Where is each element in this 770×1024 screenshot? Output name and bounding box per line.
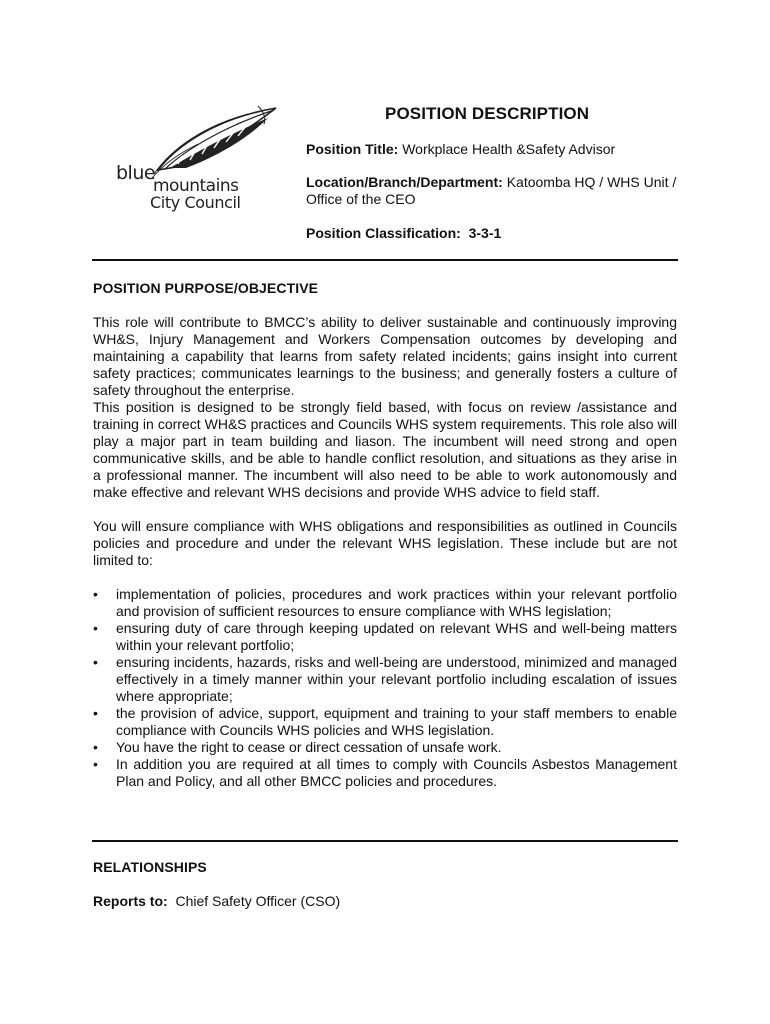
reports-to-label: Reports to: bbox=[93, 893, 168, 909]
location-label: Location/Branch/Department: bbox=[306, 174, 503, 190]
bullet-icon: • bbox=[93, 654, 98, 670]
location-row bbox=[306, 174, 686, 208]
purpose-paragraph-2: This position is designed to be strongly field based, with focus on review /assistance and training in correct WH&S practices and Councils WHS system requirements. This role also will play a major part in team building and liason. The incumbent will need strong and open communicative skills, and be able to handle conflict resolution, and situations as they arise in a professional manner. The incumbent will also need to be able to work autonomously and make effective and relevant WHS decisions and provide WHS advice to field staff. bbox=[93, 399, 677, 500]
list-item: • ensuring incidents, hazards, risks and well-being are understood, minimized and managed effectively in a timely manner within your relevant portfolio including escalation of issues where appropriate; bbox=[93, 654, 677, 704]
responsibility-list bbox=[93, 586, 677, 790]
list-item: • the provision of advice, support, equipment and training to your staff members to enable compliance with Councils WHS policies and WHS legislation. bbox=[93, 705, 677, 738]
page-title: POSITION DESCRIPTION bbox=[385, 104, 590, 123]
section-heading-purpose: POSITION PURPOSE/OBJECTIVE bbox=[93, 280, 319, 296]
relationships-section bbox=[93, 859, 677, 910]
position-title-row bbox=[306, 141, 686, 158]
logo-text-blue: blue bbox=[116, 162, 156, 184]
bullet-icon: • bbox=[93, 620, 98, 636]
list-item: • ensuring duty of care through keeping updated on relevant WHS and well-being matters within your relevant portfolio; bbox=[93, 620, 677, 653]
list-item: • implementation of policies, procedures and work practices within your relevant portfolio and provision of sufficient resources to ensure compliance with WHS legislation; bbox=[93, 586, 677, 619]
classification-label: Position Classification: bbox=[306, 225, 461, 241]
divider bbox=[92, 259, 678, 261]
council-logo bbox=[108, 104, 298, 216]
list-item: • In addition you are required at all times to comply with Councils Asbestos Management Plan and Policy, and all other BMCC policies and procedures. bbox=[93, 756, 677, 789]
divider bbox=[92, 840, 678, 842]
position-title-value: Workplace Health &Safety Advisor bbox=[402, 141, 616, 157]
section-heading-relationships: RELATIONSHIPS bbox=[93, 859, 207, 875]
location-value: Katoomba HQ / WHS Unit / Office of the CEO bbox=[306, 174, 677, 207]
classification-value: 3-3-1 bbox=[468, 225, 502, 241]
classification-row bbox=[306, 225, 686, 242]
reports-to-value: Chief Safety Officer (CSO) bbox=[175, 893, 341, 909]
position-title-label: Position Title: bbox=[306, 141, 399, 157]
reports-to-row bbox=[93, 893, 677, 910]
purpose-section bbox=[93, 280, 677, 790]
bullet-icon: • bbox=[93, 739, 98, 755]
bullet-icon: • bbox=[93, 756, 98, 772]
document-header bbox=[306, 104, 686, 242]
purpose-paragraph-3: You will ensure compliance with WHS obligations and responsibilities as outlined in Councils policies and procedure and under the relevant WHS legislation. These include but are not limited to: bbox=[93, 518, 677, 568]
list-item: • You have the right to cease or direct cessation of unsafe work. bbox=[93, 739, 502, 755]
purpose-paragraph-1: This role will contribute to BMCC’s ability to deliver sustainable and continuously improving WH&S, Injury Management and Workers Compensation outcomes by developing and maintaining a capability that learns from safety related incidents; gains insight into current safety practices; communicates learnings to the business; and generally fosters a culture of safety throughout the enterprise. bbox=[93, 314, 677, 398]
bullet-icon: • bbox=[93, 705, 98, 721]
bullet-icon: • bbox=[93, 586, 98, 602]
logo-text-city-council: City Council bbox=[150, 193, 241, 212]
logo-text-mountains: mountains bbox=[153, 176, 239, 196]
